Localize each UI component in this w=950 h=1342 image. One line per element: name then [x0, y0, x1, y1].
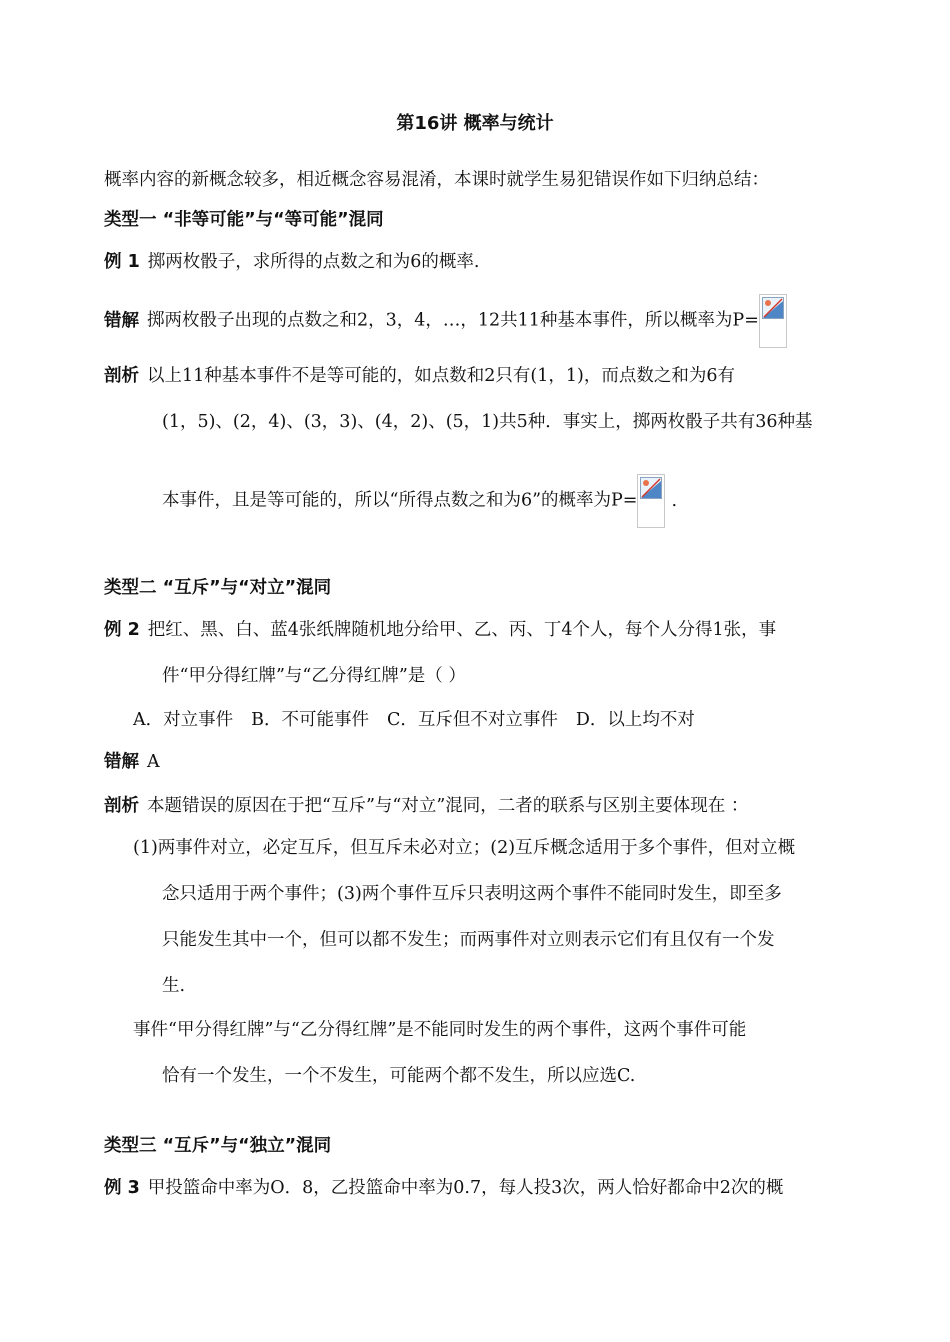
analysis-1-line2: (1，5)、(2，4)、(3，3)、(4，2)、(5，1)共5种．事实上，掷两枚骰子共有36种基 — [162, 412, 813, 432]
section-heading-type3: 类型三 “互斥”与“独立”混同 — [104, 1136, 332, 1156]
analysis-2-line4: 只能发生其中一个，但可以都不发生；而两事件对立则表示它们有且仅有一个发 — [162, 930, 775, 950]
wrong-text: 掷两枚骰子出现的点数之和2，3，4，…，12共11种基本事件，所以概率为P= — [147, 310, 759, 331]
analysis-2-line5: 生. — [162, 976, 186, 996]
broken-image-icon — [759, 294, 787, 348]
analysis-2-line3: 念只适用于两个事件；(3)两个事件互斥只表明这两个事件不能同时发生，即至多 — [162, 884, 782, 904]
intro-paragraph: 概率内容的新概念较多，相近概念容易混淆，本课时就学生易犯错误作如下归纳总结： — [104, 170, 769, 190]
example-label: 例 2 — [104, 620, 140, 640]
wrong-text: A — [147, 752, 160, 772]
conclusion-2-line2: 恰有一个发生，一个不发生，可能两个都不发生，所以应选C. — [162, 1066, 636, 1086]
example-label: 例 1 — [104, 252, 140, 272]
analysis-1-line1 — [104, 364, 735, 388]
wrong-label: 错解 — [104, 310, 139, 331]
analysis-text: 本题错误的原因在于把“互斥”与“对立”混同，二者的联系与区别主要体现在 ： — [147, 796, 749, 816]
analysis-label: 剖析 — [104, 796, 139, 816]
period: . — [671, 490, 678, 511]
analysis-2-line2: (1)两事件对立，必定互斥，但互斥未必对立；(2)互斥概念适用于多个事件，但对立概 — [133, 838, 796, 858]
analysis-2-line1 — [104, 794, 748, 818]
example-label: 例 3 — [104, 1178, 140, 1198]
broken-image-icon — [637, 474, 665, 528]
option-d: D．以上均不对 — [575, 710, 695, 730]
example-text: 掷两枚骰子，求所得的点数之和为6的概率. — [147, 252, 480, 272]
analysis-text: 本事件，且是等可能的，所以“所得点数之和为6”的概率为P= — [162, 490, 638, 511]
wrong-answer-1 — [104, 294, 787, 348]
example-2-line2: 件“甲分得红牌”与“乙分得红牌”是（ ） — [162, 666, 466, 686]
section-heading-type1: 类型一 “非等可能”与“等可能”混同 — [104, 210, 384, 230]
analysis-label: 剖析 — [104, 366, 139, 386]
answer-options — [133, 708, 713, 732]
example-2-line1 — [104, 618, 776, 642]
analysis-text: 以上11种基本事件不是等可能的，如点数和2只有(1，1)，而点数之和为6有 — [147, 366, 735, 386]
wrong-label: 错解 — [104, 752, 139, 772]
wrong-answer-2 — [104, 750, 160, 774]
example-text: 把红、黑、白、蓝4张纸牌随机地分给甲、乙、丙、丁4个人，每个人分得1张，事 — [147, 620, 777, 640]
example-1 — [104, 250, 479, 274]
example-text: 甲投篮命中率为O．8，乙投篮命中率为0.7，每人投3次，两人恰好都命中2次的概 — [147, 1178, 784, 1198]
option-c: C．互斥但不对立事件 — [387, 710, 558, 730]
option-b: B．不可能事件 — [251, 710, 370, 730]
option-a: A．对立事件 — [133, 710, 234, 730]
analysis-1-line3 — [162, 474, 677, 528]
page-title: 第16讲 概率与统计 — [396, 113, 554, 134]
conclusion-2-line1: 事件“甲分得红牌”与“乙分得红牌”是不能同时发生的两个事件，这两个事件可能 — [133, 1020, 747, 1040]
example-3-line1 — [104, 1176, 783, 1200]
section-heading-type2: 类型二 “互斥”与“对立”混同 — [104, 578, 332, 598]
